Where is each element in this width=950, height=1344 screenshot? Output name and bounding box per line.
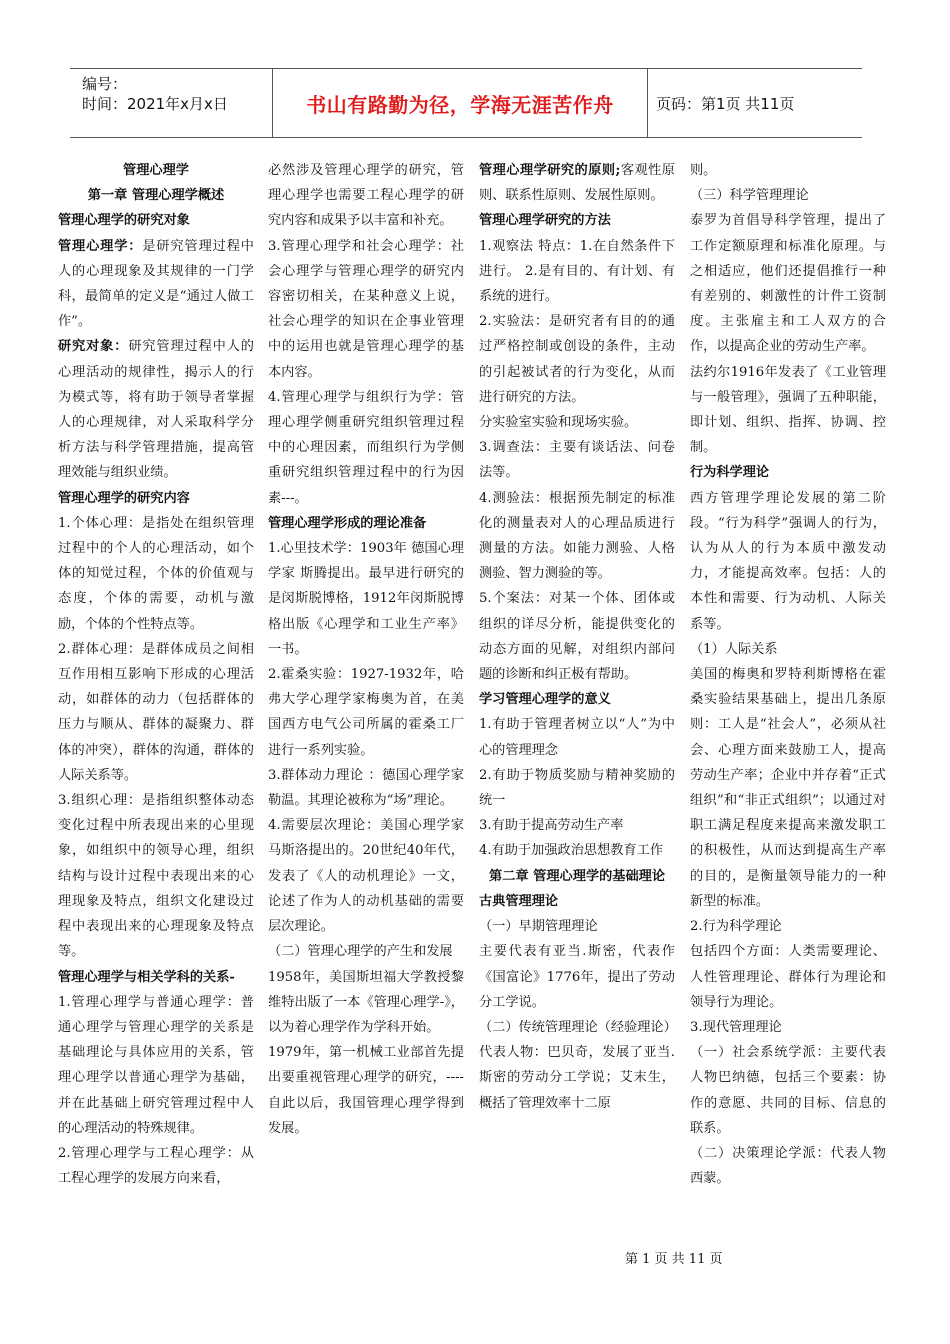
- paragraph-text: 学习管理心理学的意义: [479, 692, 611, 708]
- term-label: 管理心理学：: [58, 238, 143, 254]
- paragraph: [268, 385, 464, 511]
- paragraph-text: （二）管理心理学的产生和发展: [268, 944, 453, 960]
- paragraph-text: 则。: [690, 163, 717, 178]
- paragraph: [690, 486, 886, 637]
- paragraph: [690, 1040, 886, 1141]
- paragraph-text: 4.管理心理学与组织行为学：管理心理学侧重研究组织管理过程中的心理因素，而组织行为学侧重研究组织管理过程中的行为因素---。: [268, 389, 464, 506]
- document-date: 时间：2021年x月x日: [82, 95, 228, 113]
- paragraph-text: 5.个案法：对某一个体、团体或组织的详尽分析，能提供变化的动态方面的见解，对组织内部问题的诊断和纠正极有帮助。: [479, 591, 675, 683]
- paragraph-text: 必然涉及管理心理学的研究，管理心理学也需要工程心理学的研究内容和成果予以丰富和补充。: [268, 163, 464, 229]
- paragraph-text: 3.有助于提高劳动生产率: [479, 818, 624, 834]
- paragraph-text: 1958年，美国斯坦福大学教授黎维特出版了一本《管理心理学-》，以为着心理学作为学科开始。: [268, 969, 464, 1035]
- paragraph-text: （二）传统管理理论（经验理论）: [479, 1019, 677, 1035]
- paragraph: [479, 939, 675, 1015]
- text-column-1: [58, 158, 254, 1191]
- paragraph-text: 管理心理学与相关学科的关系-: [58, 969, 235, 985]
- paragraph-text: 1.观察法 特点：1.在自然条件下进行。 2.是有目的、有计划、有系统的进行。: [479, 238, 675, 305]
- paragraph-text: 包括四个方面：人类需要理论、人性管理理论、群体行为理论和领导行为理论。: [690, 944, 886, 1010]
- paragraph: [479, 763, 675, 813]
- paragraph: [479, 309, 675, 410]
- paragraph: [268, 965, 464, 1041]
- paragraph-text: 4.需要层次理论：美国心理学家马斯洛提出的。20世纪40年代，发表了《人的动机理论》一文，论述了作为人的动机基础的需要层次理论。: [268, 818, 464, 935]
- paragraph: [58, 990, 254, 1141]
- page-indicator: 页码：第1页 共11页: [656, 95, 795, 113]
- paragraph-text: 管理心理学: [123, 163, 189, 178]
- paragraph-text: 2.有助于物质奖励与精神奖励的统一: [479, 767, 675, 809]
- text-column-2: [268, 158, 464, 1141]
- paragraph-text: 西方管理学理论发展的第二阶段。“行为科学”强调人的行为，认为从人的行为本质中激发动力，才能提高效率。包括：人的本性和需要、行为动机、人际关系等。: [690, 490, 886, 632]
- paragraph: [268, 939, 464, 964]
- paragraph: [58, 511, 254, 637]
- motto-text: 书山有路勤为径，学海无涯苦作舟: [306, 93, 614, 117]
- paragraph: [690, 1141, 886, 1191]
- paragraph-text: 2.管理心理学与工程心理学：从工程心理学的发展方向来看，: [58, 1145, 254, 1187]
- paragraph: [58, 965, 254, 990]
- paragraph-text: 客观性原则、联系性原则、发展性原则。: [479, 163, 675, 204]
- paragraph-text: 3.管理心理学和社会心理学：社会心理学与管理心理学的研究内容密切相关，在某种意义上说，社会心理学的知识在企事业管理中的运用也就是管理心理学的基本内容。: [268, 238, 464, 380]
- paragraph: [690, 360, 886, 461]
- paragraph-text: 分实验室实验和现场实验。: [479, 415, 638, 431]
- paragraph: [58, 637, 254, 788]
- paragraph-text: 1979年，第一机械工业部首先提出要重视管理心理学的研究，----自此以后，我国管理心理学得到发展。: [268, 1045, 464, 1136]
- text-column-3: [479, 158, 675, 1116]
- paragraph-text: （一）社会系统学派：主要代表人物巴纳德，包括三个要素：协作的意愿、共同的目标、信息的联系。: [690, 1045, 886, 1136]
- paragraph: [690, 183, 886, 208]
- paragraph: [58, 334, 254, 485]
- paragraph: [479, 586, 675, 687]
- paragraph-text: （二）决策理论学派：代表人物西蒙。: [690, 1145, 886, 1187]
- paragraph: [479, 813, 675, 838]
- paragraph: [58, 234, 254, 335]
- paragraph-text: 3.群体动力理论 ：德国心理学家 勒温。其理论被称为“场”理论。: [268, 767, 464, 809]
- paragraph-text: 2.实验法：是研究者有目的的通过严格控制或创设的条件，主动的引起被试者的行为变化，从而进行研究的方法。: [479, 314, 675, 405]
- term-label: 研究对象：: [58, 339, 129, 355]
- paragraph: [58, 486, 254, 511]
- paragraph: [58, 1141, 254, 1191]
- paragraph-text: 法约尔1916年发表了《工业管理与一般管理》，强调了五种职能，即计划、组织、指挥、协调、控制。: [690, 364, 886, 456]
- paragraph-text: 第二章 管理心理学的基础理论: [488, 868, 666, 884]
- paragraph-text: 是研究管理过程中人的心理现象及其规律的一门学科，最简单的定义是“通过人做工作”。: [58, 238, 254, 330]
- paragraph: [479, 712, 675, 762]
- paragraph: [690, 208, 886, 359]
- paragraph: [268, 158, 464, 234]
- paragraph: [479, 1040, 675, 1116]
- paragraph-text: 研究管理过程中人的心理活动的规律性，揭示人的行为模式等，将有助于领导者掌握人的心理规律，对人采取科学分析方法与科学管理措施，提高管理效能与组织业绩。: [58, 339, 254, 481]
- header-table: [70, 68, 862, 138]
- paragraph: [690, 662, 886, 914]
- paragraph: [479, 234, 675, 310]
- paragraph-text: 管理心理学形成的理论准备: [268, 515, 427, 531]
- paragraph: [690, 939, 886, 1015]
- paragraph-text: （1）人际关系: [690, 641, 778, 657]
- paragraph: [58, 183, 254, 208]
- paragraph-text: 主要代表有亚当.斯密，代表作《国富论》1776年，提出了劳动分工学说。: [479, 944, 675, 1010]
- paragraph-text: 管理心理学研究的方法: [479, 213, 611, 229]
- paragraph-text: 管理心理学的研究内容: [58, 490, 190, 506]
- paragraph: [479, 1015, 675, 1040]
- header-page-cell: [648, 69, 862, 137]
- paragraph-text: 1.心里技术学：1903年 德国心理学家 斯腾提出。最早进行研究的是闵斯脱博格，1912年闵斯脱博格出版《心理学和工业生产率》一书。: [268, 541, 464, 657]
- paragraph: [268, 1040, 464, 1141]
- paragraph: [268, 813, 464, 939]
- paragraph: [479, 486, 675, 587]
- paragraph: [690, 158, 886, 183]
- paragraph: [479, 410, 675, 435]
- paragraph-text: 1.个体心理：是指处在组织管理过程中的个人的心理活动，如个体的知觉过程，个体的价值观与态度，个体的需要，动机与激励，个体的个性特点等。: [58, 515, 254, 632]
- paragraph-text: 代表人物：巴贝奇，发展了亚当.斯密的劳动分工学说；艾末生，概括了管理效率十二原: [479, 1045, 675, 1111]
- paragraph: [479, 914, 675, 939]
- paragraph: [479, 435, 675, 485]
- paragraph-text: （一）早期管理理论: [479, 919, 598, 935]
- paragraph-text: 美国的梅奥和罗特利斯博格在霍桑实验结果基础上，提出几条原则：工人是“社会人”，必须从社会、心理方面来鼓励工人，提高劳动生产率；企业中并存着“正式组织”和“非正式组织”；以通过对职工满足程度来提高来激发职工的积极性，从而达到提高生产率的目的，是衡量领导能力的一种新型的标准。: [690, 667, 886, 909]
- paragraph-text: （三）科学管理理论: [690, 188, 809, 204]
- term-label: 管理心理学研究的原则;: [479, 163, 621, 178]
- paragraph-text: 1.管理心理学与普通心理学：普通心理学与管理心理学的关系是基础理论与具体应用的关系，管理心理学以普通心理学为基础，并在此基础上研究管理过程中人的心理活动的特殊规律。: [58, 994, 254, 1136]
- header-motto-cell: [273, 69, 648, 137]
- paragraph: [479, 687, 675, 712]
- document-number: 编号：: [82, 75, 128, 93]
- paragraph: [479, 158, 675, 208]
- paragraph-text: 古典管理理论: [479, 893, 559, 909]
- paragraph: [690, 914, 886, 939]
- paragraph: [479, 208, 675, 233]
- paragraph-text: 3.组织心理：是指组织整体动态变化过程中所表现出来的心里现象，如组织中的领导心理，组织结构与设计过程中表现出来的心理现象及特点，组织文化建设过程中表现出来的心理现象及特点等。: [58, 793, 254, 960]
- footer-page-number: 第 1 页 共 11 页: [625, 1252, 723, 1267]
- paragraph: [690, 460, 886, 485]
- paragraph: [58, 158, 254, 183]
- paragraph: [690, 637, 886, 662]
- paragraph-text: 2.群体心理：是群体成员之间相互作用相互影响下形成的心理活动，如群体的动力（包括群体的压力与顺从、群体的凝聚力、群体的冲突），群体的沟通，群体的人际关系等。: [58, 641, 254, 783]
- paragraph-text: 2.行为科学理论: [690, 919, 782, 935]
- paragraph-text: 4.有助于加强政治思想教育工作: [479, 843, 664, 859]
- paragraph-text: 3.调查法：主要有谈话法、问卷法等。: [479, 440, 675, 481]
- paragraph: [268, 662, 464, 763]
- paragraph: [58, 788, 254, 964]
- paragraph: [268, 763, 464, 813]
- paragraph-text: 泰罗为首倡导科学管理，提出了工作定额原理和标准化原理。与之相适应，他们还提倡推行一种有差别的、刺激性的计件工资制度。主张雇主和工人双方的合作，以提高企业的劳动生产率。: [690, 213, 886, 355]
- paragraph-text: 3.现代管理理论: [690, 1019, 782, 1035]
- paragraph-text: 1.有助于管理者树立以“人”为中心的管理理念: [479, 717, 675, 758]
- paragraph-text: 2.霍桑实验：1927-1932年，哈弗大学心理学家梅奥为首，在美国西方电气公司所属的霍桑工厂进行一系列实验。: [268, 667, 464, 758]
- paragraph-text: 4.测验法：根据预先制定的标准化的测量表对人的心理品质进行测量的方法。如能力测验、人格测验、智力测验的等。: [479, 490, 675, 582]
- text-column-4: [690, 158, 886, 1191]
- paragraph-text: 第一章 管理心理学概述: [87, 188, 225, 204]
- header-info-cell: [70, 69, 273, 137]
- paragraph: [268, 511, 464, 536]
- paragraph: [58, 208, 254, 233]
- paragraph: [479, 864, 675, 889]
- paragraph: [479, 838, 675, 863]
- paragraph: [479, 889, 675, 914]
- paragraph-text: 管理心理学的研究对象: [58, 213, 190, 229]
- paragraph: [268, 234, 464, 385]
- paragraph: [268, 536, 464, 662]
- paragraph: [690, 1015, 886, 1040]
- paragraph-text: 行为科学理论: [690, 465, 770, 481]
